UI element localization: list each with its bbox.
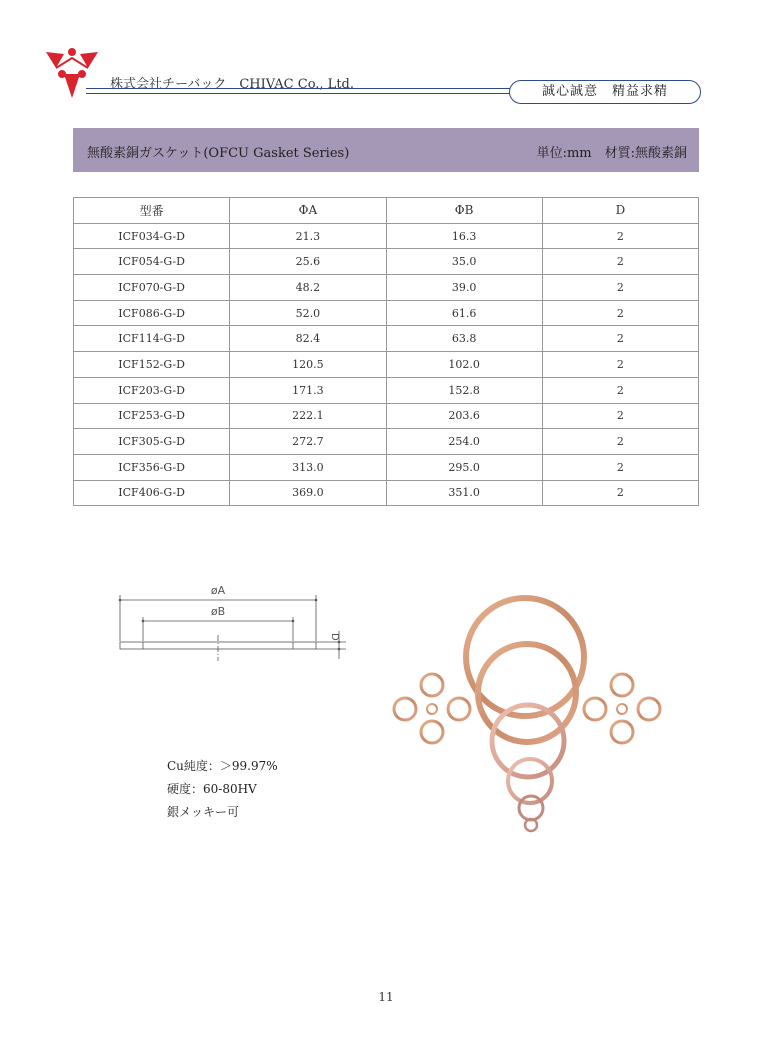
cell-model: ICF114-G-D [74,326,230,352]
cell-d: 2 [542,454,698,480]
banner-title: 無酸素銅ガスケット(OFCU Gasket Series) [87,146,350,161]
table-row [74,429,699,455]
cell-phi-a: 171.3 [230,377,386,403]
cell-phi-a: 272.7 [230,429,386,455]
company-name: 株式会社チーバック CHIVAC Co., Ltd. [110,77,354,92]
cell-phi-b: 39.0 [386,275,542,301]
cell-phi-b: 152.8 [386,377,542,403]
table-row [74,377,699,403]
gasket-dimension-drawing [110,575,360,675]
cell-phi-a: 25.6 [230,249,386,275]
cell-phi-a: 120.5 [230,352,386,378]
cell-model: ICF034-G-D [74,223,230,249]
note-purity: Cu純度：＞99.97% [167,759,278,773]
note-hardness: 硬度：60-80HV [167,782,257,796]
note-plating: 銀メッキー可 [167,805,240,819]
table-row [74,223,699,249]
spec-table [73,197,699,506]
cell-d: 2 [542,249,698,275]
col-header-phi-b: ΦB [386,198,542,224]
col-header-d: D [542,198,698,224]
cell-model: ICF305-G-D [74,429,230,455]
table-row [74,300,699,326]
cell-model: ICF070-G-D [74,275,230,301]
cell-d: 2 [542,300,698,326]
banner-spec: 単位:mm 材質:無酸素銅 [536,146,687,161]
table-row [74,275,699,301]
table-header-row [74,198,699,224]
cell-phi-a: 369.0 [230,480,386,506]
material-notes [167,755,278,824]
cell-d: 2 [542,223,698,249]
table-row [74,352,699,378]
cell-d: 2 [542,377,698,403]
col-header-model: 型番 [74,198,230,224]
cell-model: ICF203-G-D [74,377,230,403]
cell-d: 2 [542,326,698,352]
cell-model: ICF406-G-D [74,480,230,506]
cell-model: ICF086-G-D [74,300,230,326]
table-row [74,454,699,480]
label-d: D [329,633,340,641]
cell-phi-a: 21.3 [230,223,386,249]
table-row [74,249,699,275]
cell-phi-a: 48.2 [230,275,386,301]
cell-phi-b: 102.0 [386,352,542,378]
cell-model: ICF152-G-D [74,352,230,378]
cell-phi-a: 82.4 [230,326,386,352]
page-number: 11 [378,990,394,1004]
cell-model: ICF054-G-D [74,249,230,275]
cell-phi-b: 61.6 [386,300,542,326]
cell-phi-b: 203.6 [386,403,542,429]
cell-phi-a: 222.1 [230,403,386,429]
cell-phi-a: 313.0 [230,454,386,480]
cell-d: 2 [542,403,698,429]
cell-phi-b: 351.0 [386,480,542,506]
label-phi-a: øA [210,584,226,597]
cell-phi-b: 16.3 [386,223,542,249]
cell-phi-a: 52.0 [230,300,386,326]
label-phi-b: øB [210,605,226,618]
cell-d: 2 [542,429,698,455]
cell-model: ICF356-G-D [74,454,230,480]
section-banner [73,128,699,172]
table-row [74,403,699,429]
cell-d: 2 [542,275,698,301]
cell-phi-b: 63.8 [386,326,542,352]
col-header-phi-a: ΦA [230,198,386,224]
cell-d: 2 [542,352,698,378]
table-row [74,326,699,352]
cell-phi-b: 295.0 [386,454,542,480]
gasket-photo [380,575,700,845]
cell-phi-b: 35.0 [386,249,542,275]
motto-badge: 誠心誠意 精益求精 [509,80,701,104]
header-rule [86,88,520,94]
cell-d: 2 [542,480,698,506]
table-body [74,223,699,506]
cell-model: ICF253-G-D [74,403,230,429]
table-row [74,480,699,506]
cell-phi-b: 254.0 [386,429,542,455]
